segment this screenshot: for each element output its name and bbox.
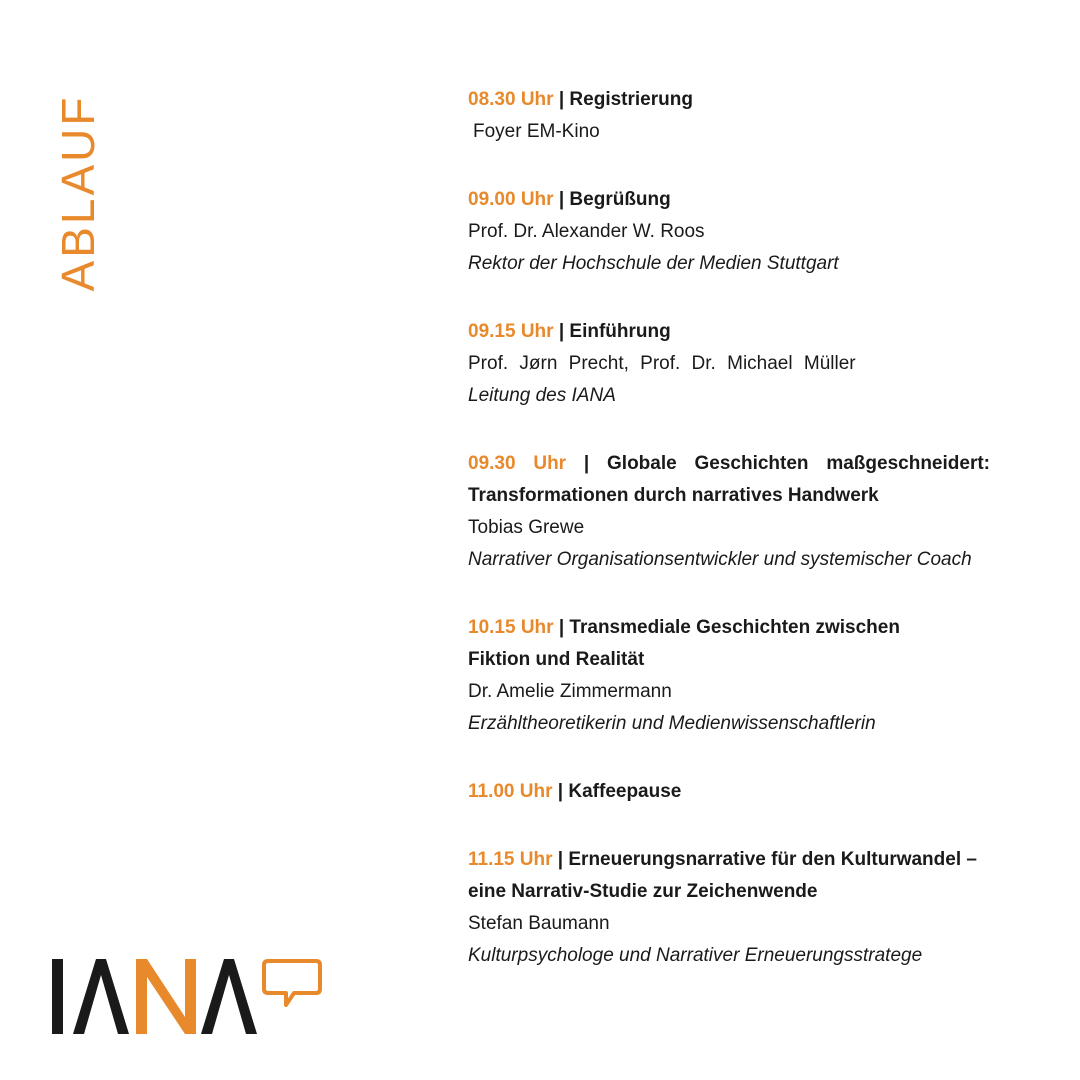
iana-logo <box>48 955 323 1040</box>
schedule-title: Transmediale Geschichten zwischen Fiktion und Realität <box>468 617 900 670</box>
schedule-item-registrierung <box>468 84 990 148</box>
schedule-separator: | <box>553 617 570 638</box>
schedule-time: 11.15 Uhr <box>468 849 553 870</box>
schedule-title: Erneuerungsnarrative für den Kulturwandel – eine Narrativ-Studie zur Zeichenwende <box>468 849 977 902</box>
schedule-item-transmediale-geschichten <box>468 612 990 740</box>
schedule-speaker: Tobias Grewe <box>468 517 585 538</box>
schedule-title: Einführung <box>569 321 671 342</box>
schedule-item-headline <box>468 184 990 216</box>
schedule-item-kaffeepause <box>468 776 990 808</box>
schedule-time: 09.15 Uhr <box>468 321 554 342</box>
schedule-item-begruessung <box>468 184 990 280</box>
schedule-separator: | <box>552 849 569 870</box>
logo-letter-n <box>136 959 196 1034</box>
schedule-speaker-role: Narrativer Organisationsentwickler und systemischer Coach <box>468 549 972 570</box>
schedule-list <box>468 84 990 1008</box>
schedule-separator: | <box>553 321 570 342</box>
schedule-item-headline <box>468 844 990 908</box>
logo-letter-a1 <box>73 959 129 1034</box>
schedule-speaker-role: Erzähltheoretikerin und Medienwissenschaftlerin <box>468 713 876 734</box>
schedule-time: 08.30 Uhr <box>468 89 554 110</box>
schedule-item-einfuehrung <box>468 316 990 412</box>
schedule-item-headline <box>468 448 990 512</box>
schedule-title: Registrierung <box>569 89 693 110</box>
schedule-separator: | <box>566 453 608 474</box>
speech-bubble-icon <box>264 961 320 1005</box>
page-heading: ABLAUF <box>52 94 104 292</box>
schedule-separator: | <box>553 189 570 210</box>
schedule-item-headline <box>468 84 990 116</box>
schedule-speaker: Dr. Amelie Zimmermann <box>468 681 672 702</box>
schedule-speaker-role: Kulturpsychologe und Narrativer Erneuerungsstratege <box>468 945 923 966</box>
schedule-speaker: Prof. Dr. Alexander W. Roos <box>468 221 705 242</box>
schedule-title: Kaffeepause <box>568 781 682 802</box>
schedule-location: Foyer EM-Kino <box>473 121 600 142</box>
schedule-time: 10.15 Uhr <box>468 617 554 638</box>
schedule-separator: | <box>553 89 570 110</box>
logo-letter-i <box>52 959 63 1034</box>
schedule-title: Begrüßung <box>569 189 671 210</box>
schedule-item-erneuerungsnarrative <box>468 844 990 972</box>
schedule-time: 09.30 Uhr <box>468 453 567 474</box>
page-heading-vertical <box>48 88 108 298</box>
schedule-item-headline <box>468 776 990 808</box>
schedule-speaker-role: Leitung des IANA <box>468 385 616 406</box>
schedule-speaker-role: Rektor der Hochschule der Medien Stuttgart <box>468 253 839 274</box>
schedule-item-headline <box>468 612 918 676</box>
schedule-time: 09.00 Uhr <box>468 189 554 210</box>
schedule-speaker: Prof. Jørn Precht, Prof. Dr. Michael Müller <box>468 353 856 374</box>
schedule-title: Globale Geschichten maßgeschneidert: Transformationen durch narratives Handwerk <box>468 453 991 506</box>
schedule-item-globale-geschichten <box>468 448 990 576</box>
schedule-separator: | <box>552 781 569 802</box>
schedule-speaker: Stefan Baumann <box>468 913 610 934</box>
schedule-item-headline <box>468 316 990 348</box>
logo-letter-a2 <box>201 959 257 1034</box>
schedule-time: 11.00 Uhr <box>468 781 553 802</box>
